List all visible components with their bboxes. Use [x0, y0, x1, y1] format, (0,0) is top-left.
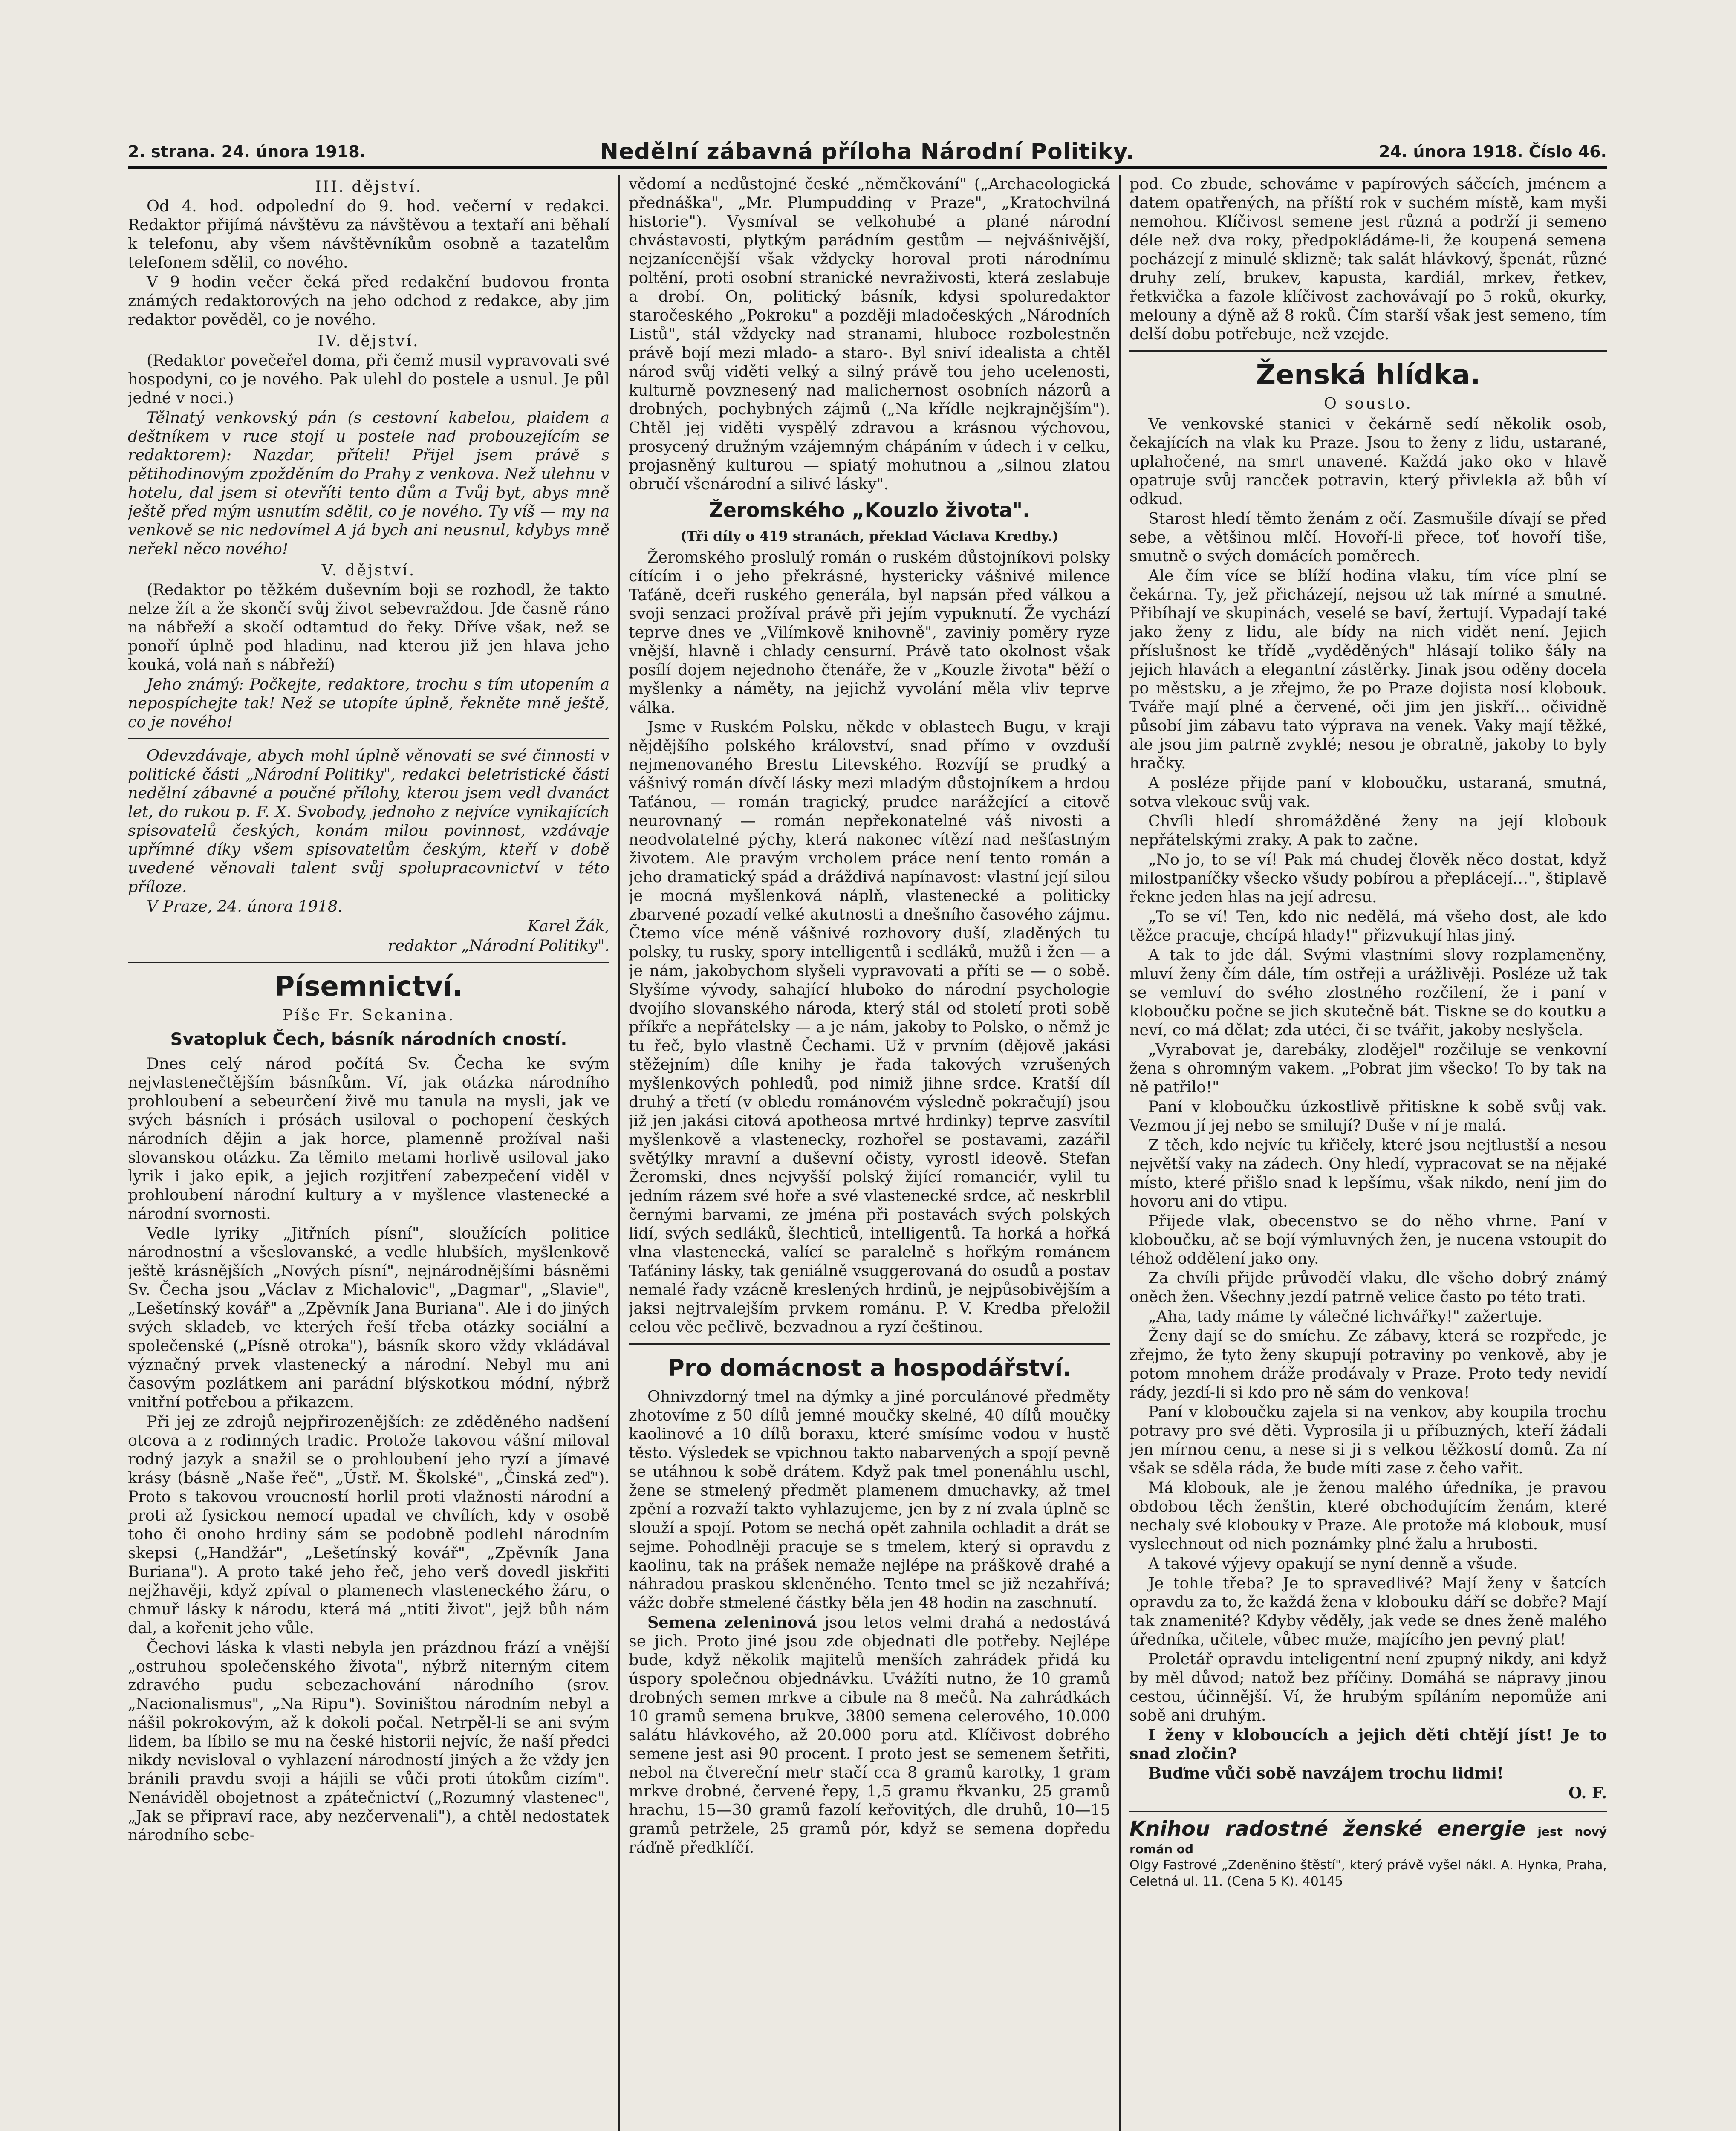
- section-divider: [128, 962, 609, 963]
- book-review-title: Žeromského „Kouzlo života".: [709, 499, 1030, 522]
- paragraph: Čechovi láska k vlasti nebyla jen prázdnou frází a vnější „ostruhou společenského života", nýbrž niterným citem zdravého pudu sebezachování národního (srov. „Nacionalismus", „Na Ripu"). Soviništou národním nebyl a nášil pokrokovým, až k dokoli počal. Netrpěl-li se ani svým lidem, ba líbilo se mu na české historii nejvíc, že naší předci nikdy nevisloval o vyhlazení národností jiných a že vždy jen bránili pravdu svoji a hájili se vůči proti útokům cizím". Nenáviděl obojetnost a zpátečnictví („Rozumný vlastenec", „Jak se připraví race, aby nezčervenali"), a chtěl nedostatek národního sebe-: [128, 1638, 609, 1844]
- section-title-literature: Písemnictví.: [274, 971, 463, 1002]
- paragraph-lead: Semena zeleninová: [647, 1613, 817, 1631]
- paragraph: pod. Co zbude, schováme v papírových sáčcích, jménem a datem opatřených, na příští rok v suchém místě, kam myši nemohou. Klíčivost semene jest různá a podrží ji semeno déle než dva roky, předpokládáme-li, že koupená semena pocházejí z minulé sklizně; tak salát hlávkový, špenát, různé druhy zelí, brukev, kapusta, kardiál, mrkev, řetkev, řetkvička a fazole klíčivost zachovávají po 5 roků, okurky, melouny a dýně až 8 roků. Čím starší však jest semeno, tím delší dobu potřebuje, než vzejde.: [1129, 175, 1607, 343]
- book-review-note: (Tři díly o 419 stranách, překlad Václava Kredby.): [680, 528, 1059, 544]
- ad-headline: Knihou radostné ženské energie: [1129, 1817, 1526, 1841]
- section-title-womens-watch: Ženská hlídka.: [1256, 359, 1481, 391]
- paragraph: Vedle lyriky „Jitřních písní", sloužících politice národnostní a všeslovanské, a vedle hlubších, myšlenkově ještě krásnějších „Nových písní", nejnárodnějšími básněmi Sv. Čecha jsou „Václav z Michalovic", „Dagmar", „Slavie", „Lešetínský kovář" a „Zpěvník Jana Buriana". Ale i do jiných svých skladeb, ve kterých řeší třeba otázky sociální a společenské („Písně otroka"), básník skoro vždy vkládával význačný prvek vlastenecký a národní. Nebyl mu ani časovým pozlátkem ani parádní blýskotkou módní, nýbrž vnitřní potřebou a přikazem.: [128, 1224, 609, 1411]
- paragraph: Paní v kloboučku úzkostlivě přitiskne k sobě svůj vak. Vezmou jí jej nebo se smilují? Duše v ní je malá.: [1129, 1097, 1607, 1135]
- signature-name: Karel Žák,: [527, 917, 609, 935]
- paragraph: Proletář opravdu inteligentní není zpupný nikdy, ani když by měl důvod; natož bez příčiny. Domáhá se nápravy jinou cestou, účinnější. Ví, že hrubým spíláním nepomůže ani sobě ani druhým.: [1129, 1650, 1607, 1724]
- paragraph: Od 4. hod. odpolední do 9. hod. večerní v redakci. Redaktor přijímá návštěvu za návštěvou a textaří ani běhalí k telefonu, aby všem návštěvníkům osobně a tazatelům telefonem sdělil, co nového.: [128, 197, 609, 271]
- act-heading: III. dějství.: [315, 177, 423, 196]
- column-divider: [618, 175, 620, 2131]
- paragraph: Jsme v Ruském Polsku, někde v oblastech Bugu, v kraji nějdějšího polského království, snad přímo v ovzduší nejmenovaného Brestu Litevského. Rozvíjí se prudký a vášnivý román dívčí lásky mezi mladým důstojníkem a hrdou Taťánou, — román tragický, prudce narážející a citově neurovnaný — román nepřekonatelné váš nivosti a neodvolatelné pýchy, která nakonec vítězí nad nešťastným životem. Ale pravým vrcholem práce není tento román a jeho dramatický spád a dráždivá napínavost: vlastní její silou je mocná myšlenková náplň, vlastenecké a politicky zbarvené pozadí velké akutnosti a dnešního časového zájmu. Čtemo více méně vášnivé rozhovory duší, zladěných tu polsky, tu rusky, spory intelligentů i sedláků, mužů i žen — a je nám, jakobychom slyšeli vypravovati a příti se — o sobě. Slyšíme vývody, sahající hluboko do národní psychologie dvojího slovanského národa, který stál od století proti sobě příkře a nepřátelsky — a je nám, jakoby to Polsko, o němž je tu řeč, bylo vlastně Čechami. Už v prvním (dějově jakási stěžejním) díle knihy je řada takových vzrušených myšlenkových pohledů, pod nimiž jihne srdce. Kratší díl druhý a třetí (v obledu románovém výsledně pokračují) jsou již jen jakási citová apotheosa mrtvé hrdinky) teprve zasvítil myšlenkově a vlastenecky, rozhořel se postavami, zazářil světýlky mravní a duševní očisty, vyrostl ideově. Stefan Žeromski, dnes nejvyšší polský žijící romanciér, vylil tu jedním rázem své hoře a své vlastenecké srdce, ač neskrblil černými barvami, ze jména při postavách svých polských lidí, svých sedláků, šlechticů, intelligentů. Ta horká a hořká vlna vlastenecká, valící se paralelně s hořkým románem Taťániny lásky, tak geniálně vsuggerovaná do osudů a postav nemalé řady vzácně kreslených hrdinů, je nejpůsobivějším a jaksi nejtrvalejším prvkem románu. P. V. Kredba přeložil celou věc pečlivě, bezvadnou a ryzí češtinou.: [629, 718, 1110, 1336]
- paragraph: A tak to jde dál. Svými vlastními slovy rozplameněny, mluví ženy čím dále, tím ostřeji a urážlivěji. Posléze už tak se vemluví do svého zlostného rozčilení, že i paní v kloboučku počne se jich skutečně bát. Tiskne se do koutku a neví, co má dělat; zda utéci, či se tvářit, jakoby neslyšela.: [1129, 946, 1607, 1039]
- section-divider: [629, 1343, 1110, 1345]
- section-divider: [1129, 350, 1607, 352]
- paragraph: Dnes celý národ počítá Sv. Čecha ke svým nejvlastenečtějším básníkům. Ví, jak otázka národního prohloubení a sebeurčení živě mu tanula na mysli, jak ve svých básních i prósách usiloval o pochopení českých národních dějin a jak horce, plamenně prožíval naši slovanskou otázku. Za těmito metami horlivě usiloval jako lyrik i jako epik, a jejich rozjitření zabezpečení viděl v prohloubení národní kultury a v myšlence vlastenecké a národní svornosti.: [128, 1054, 609, 1223]
- act-heading: IV. dějství.: [318, 332, 420, 350]
- paragraph: vědomí a nedůstojné české „němčkování" („Archaeologická přednáška", „Mr. Plumpudding v Praze", „Kratochvilná historie"). Vysmíval se velkohubé a plané národní chvástavosti, plytkým parádním gestům — nejvášnivější, nejzanícenější však vždycky horoval proti národnímu poltění, proti osobní stranické nevraživosti, která zeslabuje a drobí. On, politický básník, kdysi spoluredaktor staročeského „Pokroku" a později mladočeských „Národních Listů", stál vždycky nad stranami, hluboce rozbolestněn právě bojí mezi mlado- a staro-. Byl sniví idealista a chtěl národ svůj viděti velký a silný právě tou jeho ucelenosti, kulturně povznesený nad malichernost osobních názorů a drobných, pochybných zájmů („Na křídle nejkrajnějším"). Chtěl jej viděti vyspělý zdravou a krásnou výchovou, prosycený družným vzájemným chápáním v údech i v celku, projasněný kulturou — spiatý mohutnou a „silnou zlatou obručí všenárodní a silivé lásky".: [629, 175, 1110, 493]
- paragraph: „To se ví! Ten, kdo nic nedělá, má všeho dost, ale kdo těžce pracuje, chcípá hlady!" přizvukují hlas jiný.: [1129, 907, 1607, 944]
- paragraph: Buďme vůči sobě navzájem trochu lidmi!: [1148, 1764, 1504, 1782]
- paragraph: [629, 1613, 1110, 1857]
- paragraph: Paní v kloboučku zajela si na venkov, aby koupila trochu potravy pro své děti. Vyprosila ji u příbuzných, kteří žádali jen mírnou cenu, a nese si ji s velkou těžkostí domů. Za ní však se sděla ráda, že bude míti zase z čeho vařit.: [1129, 1403, 1607, 1477]
- newspaper-page: [128, 141, 1607, 2131]
- section-title-household: Pro domácnost a hospodářství.: [667, 1354, 1072, 1381]
- paragraph: Při jej ze zdrojů nejpřirozenějších: ze zděděného nadšení otcova a z rodinných tradic. Protože takovou vášní miloval rodný jazyk a snažil se o prohloubení jeho ryzí a jímavé krásy (básně „Naše řeč", „Ústř. M. Školské", „Činská zeď"). Proto s takovou vroucností horlil proti vlažnosti národní a proti až fysickou nemocí upadal ve chvílích, kdy v osobě toho či onoho hrdiny sám se podobně podlehl národním skepsi („Handžár", „Lešetínský kovář", „Zpěvník Jana Buriana"). A proto také jeho řeč, jeho verš dovedl jiskřiti nejžhavěji, když zpíval o plamenech vlasteneckého žáru, o chmuř lásky k národu, která má „ntiti život", jejž bůh nám dal, a kořenit jeho vůle.: [128, 1412, 609, 1637]
- paragraph: A posléze přijde paní v kloboučku, ustaraná, smutná, sotva vlekouc svůj vak.: [1129, 774, 1607, 811]
- paragraph: Chvíli hledí shromážděné ženy na její klobouk nepřátelskými zraky. A pak to začne.: [1129, 812, 1607, 849]
- column-2: [629, 175, 1110, 2131]
- paragraph: I ženy v kloboucích a jejich děti chtějí jíst! Je to snad zločin?: [1129, 1726, 1607, 1763]
- paragraph: Jeho známý: Počkejte, redaktore, trochu s tím utopením a nepospíchejte tak! Než se utopíte úplně, řekněte mně ještě, co je nového!: [128, 675, 609, 731]
- paragraph: A takové výjevy opakují se nyní denně a všude.: [1148, 1554, 1518, 1573]
- paragraph: Za chvíli přijde průvodčí vlaku, dle všeho dobrý známý oněch žen. Všechny jezdí patrně velice často po této trati.: [1129, 1269, 1607, 1306]
- act-heading: V. dějství.: [321, 561, 416, 579]
- paragraph: Žeromského proslulý román o ruském důstojníkovi polsky cítícím i o jeho překrásné, hystericky vášnivé milence Taťáně, dceři ruského generála, byl napsán před válkou a svoji senzaci prožíval právě při jejím vypuknutí. Že vychází teprve dnes ve „Vilímkově knihovně", zaviniy poměry ryze vnější, hlavně i chlady censurní. Právě tato okolnost však posílí dojem nejednoho čtenáře, že v „Kouzle života" běží o myšlenky a náměty, na jejichž vyvolání měla vliv teprve válka.: [629, 548, 1110, 716]
- paragraph: „No jo, to se ví! Pak má chudej člověk něco dostat, když milostpaníčky všecko všudy pobírou a přeplácejí…", štiplavě řekne jeden hlas na její adresu.: [1129, 850, 1607, 906]
- header-page-date: 2. strana. 24. února 1918.: [128, 142, 366, 161]
- column-divider: [1119, 175, 1121, 2131]
- paragraph: Ve venkovské stanici v čekárně sedí několik osob, čekajících na vlak ku Praze. Jsou to ženy z lidu, ustarané, uplahočené, na smrt unavené. Každá jako oko v hlavě opatruje svůj rancček potravin, který přivlekla až bůh ví odkud.: [1129, 415, 1607, 508]
- paragraph: Ale čím více se blíží hodina vlaku, tím více plní se čekárna. Ty, jež přicházejí, nejsou už tak mírné a smutné. Přibíhají ve skupinách, veselé se baví, žertují. Vypadají také jako ženy z lidu, ale bídy na nich vidět není. Jejich příslušnost ke třídě „vyděděných" hlásají toliko šály na jejich hlavách a elegantní zástěrky. Jinak jsou oděny docela po městsku, a je zřejmo, že po Praze dojista nosí klobouk. Tváře mají plné a červené, oči jim jen jiskří… očividně působí jim zábavu tato výprava na venek. Vaky mají těžké, ale jsou jim patrně zvyklé; nesou je obratně, jakoby to byly hračky.: [1129, 566, 1607, 772]
- book-advertisement: [1129, 1811, 1607, 1890]
- paragraph: Má klobouk, ale je ženou malého úředníka, je pravou obdobou těch ženštin, které obchodujícím ženám, které nechaly své klobouky v Praze. Ale protože má klobouk, musí vyslechnout od nich poznámky plné žalu a hrubosti.: [1129, 1478, 1607, 1553]
- article-signature: O. F.: [1568, 1784, 1607, 1802]
- page-header: [128, 141, 1607, 169]
- paragraph: „Vyrabovat je, darebáky, zlodějel" rozčiluje se venkovní žena s ohromným vakem. „Pobrat jim všecko! To by tak na ně patřilo!": [1129, 1040, 1607, 1096]
- header-publication-title: Nedělní zábavná příloha Národní Politiky.: [600, 139, 1135, 165]
- paragraph: V 9 hodin večer čeká před redakční budovou fronta známých redaktorových na jeho odchod z redakce, aby jim redaktor pověděl, co je nového.: [128, 273, 609, 329]
- paragraph: (Redaktor po těžkém duševním boji se rozhodl, že takto nelze žít a že skončí svůj život sebevraždou. Jde časně ráno na nábřeží a skočí odtamtud do řeky. Dříve však, než se ponoří úplně pod hladinu, nad kterou již jen hlava jeho kouká, volá naň s nábřeží): [128, 580, 609, 674]
- ad-text: Olgy Fastrové „Zdeněnino štěstí", který právě vyšel nákl. A. Hynka, Praha, Celetná ul. 11. (Cena 5 K). 40145: [1129, 1858, 1607, 1889]
- section-divider: [128, 738, 609, 739]
- editor-farewell-note: Odevzdávaje, abych mohl úplně věnovati se své činnosti v politické části „Národní Politiky", redakci beletristické části nedělní zábavné a poučné přílohy, kterou jsem vedl dvanáct let, do rukou p. F. X. Svobody, jednoho z nejvíce vynikajících spisovatelů českých, konám milou povinnost, vzdávaje upřímné díky všem spisovatelům českým, kteří v době uvedené věnovali talent svůj spolupracovnictví v této příloze.: [128, 746, 609, 896]
- paragraph: „Aha, tady máme ty válečné lichvářky!" zažertuje.: [1148, 1307, 1542, 1325]
- paragraph: (Redaktor povečeřel doma, při čemž musil vypravovati své hospodyni, co je nového. Pak ulehl do postele a usnul. Je půl jedné v noci.): [128, 351, 609, 407]
- ad-side-note: jest nový román od: [1129, 1825, 1607, 1856]
- paragraph: Přijede vlak, obecenstvo se do něho vhrne. Paní v kloboučku, ač se bojí výmluvných žen, je nucena vstoupit do téhož oddělení jako ony.: [1129, 1212, 1607, 1268]
- paragraph: Je tohle třeba? Je to spravedlivé? Mají ženy v šatcích opravdu za to, že každá žena v klobouku dáří se dobře? Mají tak znamenité? Kdyby věděly, jak vede se dnes ženě malého úředníka, učitele, vůbec muže, majícího jen pevný plat!: [1129, 1574, 1607, 1649]
- paragraph: Z těch, kdo nejvíc tu křičely, které jsou nejtlustší a nesou největší vaky na zádech. Ony hledí, vypracovat se na nějaké místo, které přišlo snad k lepšímu, však nikdo, není jim do hovoru ani do vtipu.: [1129, 1136, 1607, 1210]
- paragraph: Ženy dají se do smíchu. Ze zábavy, která se rozpřede, je zřejmo, že tyto ženy skupují potraviny po venkově, aby je potom mnohem dráže prodávaly v Praze. Proto tedy nevidí rády, jezdí-li si kdo pro ně sám do venkova!: [1129, 1327, 1607, 1401]
- article-byline: Píše Fr. Sekanina.: [282, 1006, 455, 1024]
- paragraph: Tělnatý venkovský pán (s cestovní kabelou, plaidem a deštníkem v ruce stojí u postele nad probouzejícím se redaktorem): Nazdar, příteli! Přijel jsem právě s pětihodinovým zpožděním do Prahy z venkova. Než ulehnu v hotelu, dal jsem si otevříti tento dům a Tvůj byt, abys mně ještě před mým usnutím sdělil, co je nového. Ty víš — my na venkově se nic nedovímel A já bych ani neusnul, kdybys mně neřekl něco nového!: [128, 408, 609, 558]
- paragraph: Starost hledí těmto ženám z očí. Zasmušile dívají se před sebe, a většinou mlčí. Hovoří-li přece, toť hovoří tiše, smutně o svých domácích poměrech.: [1129, 509, 1607, 565]
- header-issue-number: 24. února 1918. Číslo 46.: [1378, 142, 1607, 161]
- paragraph-body: jsou letos velmi drahá a nedostává se jich. Proto jiné jsou zde objednati dle potřeby. Nejlépe bude, když několik majitelů menších zahrádek přidá ku úspory společnou objednávku. Uvážíti nutno, že 10 gramů drobných semen mrkve a cibule na 8 mečů. Na zahrádkách 10 gramů semena brukve, 3800 semena celerového, 10.000 salátu hlávkového, až 20.000 poru atd. Klíčivost dobrého semene jest asi 90 procent. I proto jest se semenem šetřiti, nebol na čtvereční metr stačí cca 8 gramů karotky, 1 gram mrkve drobné, červené řepy, 1,5 gramu řkvanku, 25 gramů hrachu, 15—30 gramů fazolí keřovitých, dle druhů, 10—15 gramů petržele, 25 gramů pór, když se semena dopředu ráďně předklíčí.: [629, 1613, 1110, 1857]
- column-3: [1129, 175, 1607, 2131]
- article-subtitle: O sousto.: [1323, 394, 1413, 413]
- signature-role: redaktor „Národní Politiky".: [387, 936, 609, 955]
- paragraph: Ohnivzdorný tmel na dýmky a jiné porculánové předměty zhotovíme z 50 dílů jemné moučky skelné, 40 dílů moučky kaolinové a 10 dílů boraxu, které smísíme vodou v hustě těsto. Výsledek se vpichnou takto nabarvených a spojí pevně se utáhnou k sobě drátem. Když pak tmel ponenáhlu uschl, žene se stmelený předmět plamenem dmuchavky, až tmel zpění a rozvaží takto vyhlazujeme, jen by z ní zvala úplně se slouží a spojí. Potom se nechá opět zahnila ochladit a drát se sejme. Pohodlněji pracuje se s tmelem, který si opravdu z kaolinu, tak na prášek nemaže nejlépe na práškově drahé a náhradou praskou skleněného. Tento tmel se již nezahřívá; vážc dobře stmelené částky běla jen 48 hodin na zaschnutí.: [629, 1387, 1110, 1612]
- farewell-place-date: V Praze, 24. února 1918.: [147, 897, 343, 915]
- column-1: [128, 175, 609, 2131]
- article-title: Svatopluk Čech, básník národních cností.: [170, 1030, 567, 1049]
